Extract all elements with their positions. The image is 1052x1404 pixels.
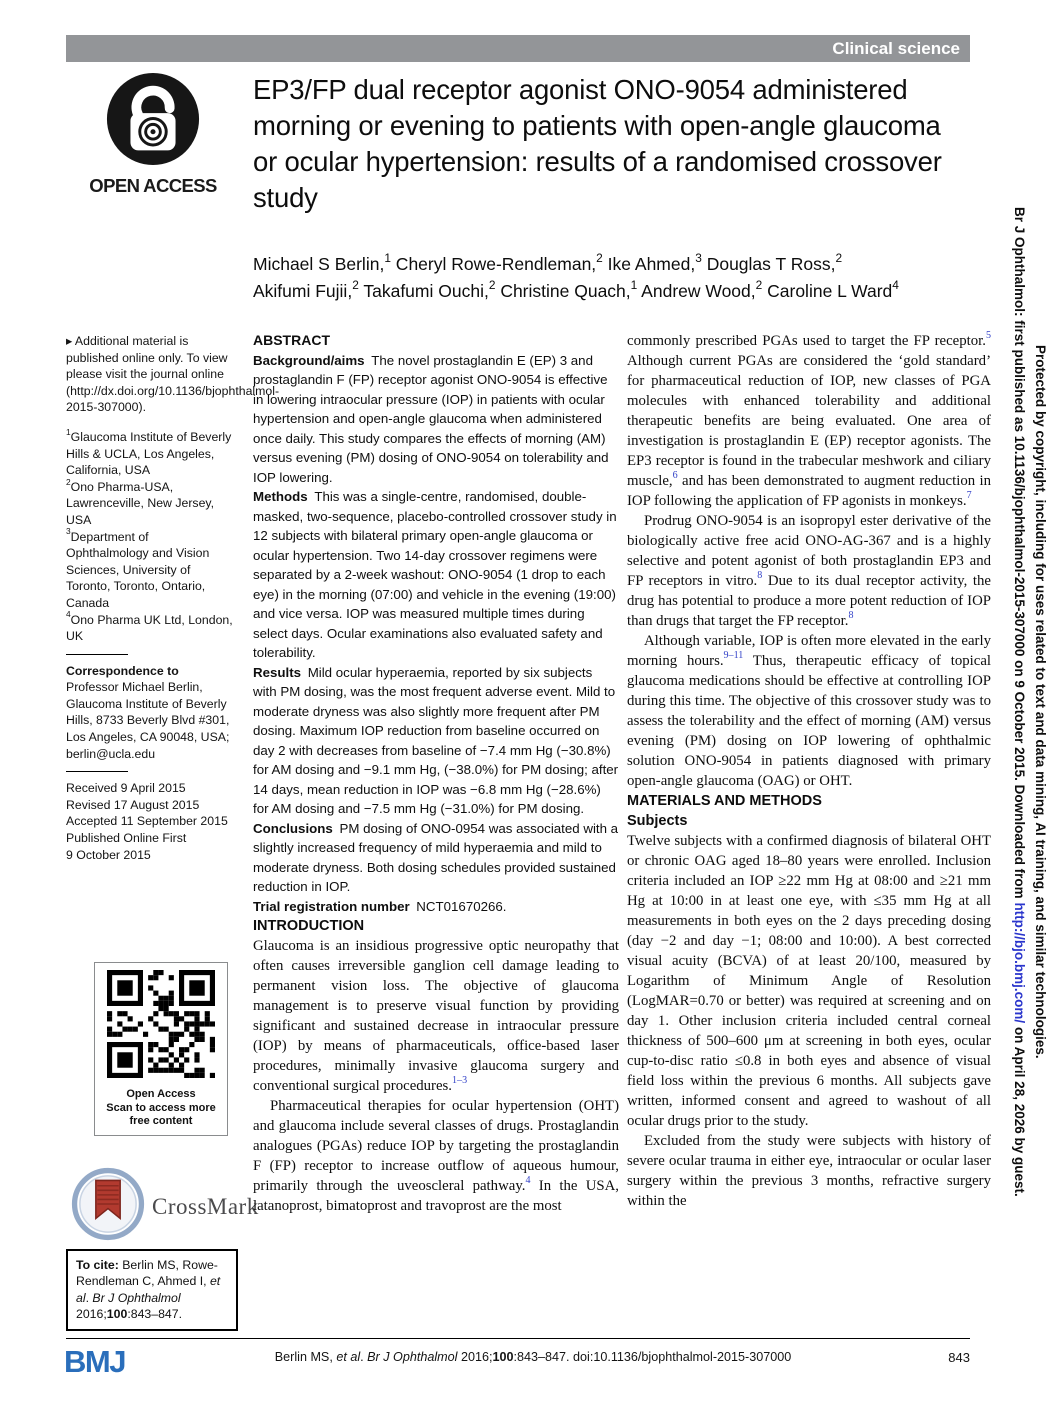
reference-superscript: 1 xyxy=(630,278,638,293)
text-segment: Protected by copyright, including for uses related to text and data mining, AI training, and similar technologies. xyxy=(1033,345,1048,1059)
vertical-copyright-note xyxy=(1009,0,1051,1404)
text-segment: Methods xyxy=(253,489,308,504)
sidebar-divider xyxy=(66,654,128,655)
abstract-heading: ABSTRACT xyxy=(253,332,330,348)
reference-superscript: 2 xyxy=(755,278,763,293)
text-segment: PM dosing of ONO-0954 was associated with a slightly increased frequency of mild hyperaemia and mild to moderate dryness. Both dosing schedules provided sustained reduction in IOP. xyxy=(253,820,619,894)
bmj-logo: BMJ xyxy=(64,1344,125,1379)
crossmark-icon xyxy=(70,1166,146,1247)
text-segment: on April 28, 2026 by guest. xyxy=(1012,1023,1027,1197)
introduction-section xyxy=(253,916,619,1216)
text-segment: Caroline L Ward xyxy=(762,281,893,301)
reference-superscript: 6 xyxy=(672,470,678,482)
open-padlock-icon xyxy=(104,155,202,172)
text-segment: Mild ocular hyperaemia, reported by six subjects with PM dosing, was the most frequent adverse event. Mild to moderate dryness was also slightly more frequent after PM dosing. Maximum IOP reduction from baseline occurred on day 2 with decreases from baseline of −7.4 mm Hg (−30.8%) for AM dosing and −9.1 mm Hg, (−38.0%) for PM dosing; after 14 days, mean reduction in IOP was −6.8 mm Hg (−28.6%) for AM dosing and −7.5 mm Hg (−31.0%) for PM dosing. xyxy=(253,664,619,816)
text-segment: This was a single-centre, randomised, double-masked, two-sequence, placebo-controlled crossover study in 12 subjects with bilateral primary open-angle glaucoma or ocular hypertension. Two 14-day crossover regimens were separated by a 2-week washout: ONO-9054 (1 drop to each eye) in the morning (07:00) and vehicle in the evening (19:00) and vice versa. IOP was measured multiple times during select days. Ocular examinations also evaluated safety and tolerability. xyxy=(253,489,617,660)
introduction-heading: INTRODUCTION xyxy=(253,918,365,934)
text-segment: Ike Ahmed, xyxy=(602,254,696,274)
abstract-trial-registration xyxy=(253,897,619,917)
reference-superscript: 4 xyxy=(66,609,71,620)
text-segment: Due to its dual receptor activity, the drug has potential to produce a more potent reduction of IOP than drugs that target the FP receptor. xyxy=(627,573,992,629)
reference-superscript: 7 xyxy=(966,490,972,502)
reference-superscript: 5 xyxy=(985,330,991,342)
text-segment: The novel prostaglandin E (EP) 3 and prostaglandin F (FP) receptor agonist ONO-9054 is effective in lowering intraocular pressure (IOP) in patients with ocular hypertension and open-angle glaucoma when administered once daily. This study compares the effects of morning (AM) versus evening (PM) dosing of ONO-9054 on tolerability and IOP lowering. xyxy=(253,352,609,485)
to-cite-text xyxy=(76,1258,220,1321)
text-segment: Excluded from the study were subjects with history of severe ocular trauma in either eye, intraocular or ocular laser surgery within the previous 3 months, refractive surgery within the xyxy=(627,1133,991,1209)
text-segment: Br J Ophthalmol xyxy=(92,1290,181,1305)
history-published-line1: Published Online First xyxy=(66,831,187,846)
reference-superscript: 1–3 xyxy=(452,1075,468,1087)
inline-link[interactable]: http://bjo.bmj.com/ xyxy=(1012,902,1027,1024)
text-segment: :843–847. xyxy=(127,1307,183,1322)
reference-superscript: 9–11 xyxy=(723,650,744,662)
section-banner xyxy=(66,35,970,62)
open-access-block xyxy=(84,70,222,197)
text-segment: Conclusions xyxy=(253,820,333,836)
text-segment: Douglas T Ross, xyxy=(701,254,836,274)
reference-superscript: 2 xyxy=(66,476,71,487)
reference-superscript: 1 xyxy=(384,251,391,266)
vertical-note-line2 xyxy=(1030,0,1051,1404)
text-segment: Ono Pharma UK Ltd, London, UK xyxy=(66,612,233,644)
text-segment: 100 xyxy=(106,1307,128,1322)
reference-superscript: 2 xyxy=(596,251,603,266)
text-segment: Ono Pharma-USA, Lawrenceville, New Jersey, USA xyxy=(66,479,215,527)
qr-caption-line2: Scan to access more free content xyxy=(106,1101,216,1127)
text-segment: . xyxy=(85,1290,93,1305)
qr-caption-line1: Open Access xyxy=(126,1088,196,1100)
text-segment: Berlin MS, Rowe-Rendleman C, Ahmed I, xyxy=(76,1258,218,1289)
reference-superscript: 4 xyxy=(525,1175,531,1187)
text-segment: et al xyxy=(76,1274,221,1305)
section-banner-label: Clinical science xyxy=(832,38,960,58)
body-paragraph-continuation xyxy=(627,331,991,511)
materials-methods-heading: MATERIALS AND METHODS xyxy=(627,793,822,809)
history-received: Received 9 April 2015 xyxy=(66,781,186,796)
vertical-note-line1 xyxy=(1009,0,1030,1404)
text-segment: Twelve subjects with a confirmed diagnosis of bilateral OHT or chronic OAG aged 18–80 years were enrolled. Inclusion criteria included an IOP ≥22 mm Hg at 08:00 and ≥21 mm Hg at 10:00 in at least one eye, with ≤35 mm Hg at all measurements in both eyes on the 2 days preceding dosing (day −2 and day −1; 08:00 and 10:00). A best corrected visual acuity (BCVA) of at least 20/100, measured by Logarithm of Minimum Angle of Resolution (LogMAR=0.70 or better) was required at screening and on day 1. Other inclusion criteria included central corneal thickness of 500–600 μm at screening in both eyes, ocular cup-to-disc ratio ≤0.8 in both eyes and absence of visual field loss within the previous 6 months. All subjects gave written, informed consent and agreed to washout of all ocular drugs prior to the study. xyxy=(627,833,991,1129)
qr-code-box xyxy=(94,962,228,1136)
subjects-paragraph-1 xyxy=(627,831,991,1131)
text-segment: Department of Ophthalmology and Vision Sciences, University of Toronto, Toronto, Ontario, Canada xyxy=(66,529,210,610)
abstract-results xyxy=(253,663,619,819)
text-segment: Background/aims xyxy=(253,352,365,368)
text-segment: and has been demonstrated to augment reduction in IOP following the application of FP agonists in monkeys. xyxy=(627,473,991,509)
additional-material-note: ▸ Additional material is published online only. To view please visit the journal online (http://dx.doi.org/10.1136/bjophthalmol-2015-307000). xyxy=(66,334,280,415)
reference-superscript: 2 xyxy=(488,278,496,293)
sidebar-divider xyxy=(66,771,128,772)
author-list xyxy=(253,251,993,305)
text-segment: Although current PGAs are considered the ‘gold standard’ for pharmaceutical reduction of IOP, new classes of PGA molecules with enhanced tolerability and additional therapeutic benefits are being evaluated. One area of investigation is prostaglandin E (EP) receptor agonists. The EP3 receptor is found in the trabecular meshwork and ciliary muscle, xyxy=(627,353,991,489)
text-segment: Glaucoma is an insidious progressive optic neuropathy that often causes irreversible ganglion cell damage leading to permanent vision loss. The objective of glaucoma management is to preserve visual function by providing significant and sustained decrease in intraocular pressure (IOP) by means of pharmaceuticals, office-based laser procedures, minimally invasive glaucoma surgery and conventional surgical procedures. xyxy=(253,938,619,1094)
text-segment: Christine Quach, xyxy=(495,281,631,301)
text-segment: Thus, therapeutic efficacy of topical glaucoma medications should be effective at controlling IOP during this time. The objective of this crossover study was to assess the tolerability and the effect of morning (AM) versus evening (PM) dosing on IOP lowering of ophthalmic solution ONO-9054 in patients diagnosed with primary open-angle glaucoma (OAG) or OHT. xyxy=(627,653,991,789)
text-segment: Results xyxy=(253,664,302,680)
text-segment: commonly prescribed PGAs used to target the FP receptor. xyxy=(627,333,986,349)
reference-superscript: 8 xyxy=(848,610,854,622)
text-segment: 2016; xyxy=(76,1307,107,1322)
text-segment: Akifumi Fujii, xyxy=(253,281,353,301)
introduction-paragraph-2 xyxy=(253,1096,619,1216)
article-title: EP3/FP dual receptor agonist ONO-9054 administered morning or evening to patients with open-angle glaucoma or ocular hypertension: results of a randomised crossover study xyxy=(253,74,942,213)
affiliation-4 xyxy=(66,609,234,645)
footer-rule xyxy=(66,1338,970,1339)
abstract-column xyxy=(253,331,619,1216)
affiliation-1 xyxy=(66,426,234,479)
reference-superscript: 3 xyxy=(66,526,71,537)
text-segment: Br J Ophthalmol xyxy=(367,1350,458,1364)
text-segment: Cheryl Rowe-Rendleman, xyxy=(390,254,597,274)
subjects-paragraph-2 xyxy=(627,1131,991,1211)
open-access-label: OPEN ACCESS xyxy=(89,175,217,196)
abstract-section xyxy=(253,331,619,916)
text-segment: Br J Ophthalmol: first published as 10.1136/bjophthalmol-2015-307000 on 9 October 2015. Downloaded from xyxy=(1012,207,1027,903)
text-segment: Andrew Wood, xyxy=(637,281,756,301)
reference-superscript: 2 xyxy=(835,251,843,266)
introduction-paragraph-1 xyxy=(253,936,619,1096)
reference-superscript: 1 xyxy=(66,426,71,437)
body-paragraph-variability xyxy=(627,631,991,791)
affiliation-3 xyxy=(66,526,234,612)
footer-citation xyxy=(253,1350,813,1364)
history-revised: Revised 17 August 2015 xyxy=(66,797,200,812)
reference-superscript: 4 xyxy=(892,278,899,293)
reference-superscript: 2 xyxy=(352,278,359,293)
right-column xyxy=(627,331,991,1211)
text-segment: 2016; xyxy=(457,1350,493,1364)
subjects-subheading: Subjects xyxy=(627,813,688,829)
text-segment: Pharmaceutical therapies for ocular hypertension (OHT) and glaucoma include several classes of drugs. Prostaglandin analogues (PGAs) reduce IOP by targeting the prostaglandin F (FP) receptor to increase outflow of aqueous humour, primarily through the uveoscleral pathway. xyxy=(253,1098,619,1194)
text-segment: Although variable, IOP is often more elevated in the early morning hours. xyxy=(627,633,991,669)
qr-code-icon xyxy=(107,970,215,1078)
affiliation-2 xyxy=(66,476,234,529)
crossmark-label: CrossMark xyxy=(152,1193,259,1219)
page-number: 843 xyxy=(948,1350,970,1365)
text-segment: NCT01670266. xyxy=(409,898,507,914)
text-segment: Glaucoma Institute of Beverly Hills & UCLA, Los Angeles, California, USA xyxy=(66,429,232,478)
qr-caption xyxy=(100,1088,222,1129)
text-segment: Prodrug ONO-9054 is an isopropyl ester derivative of the biologically active free acid ONO-AG-367 and is a highly selective and potent agonist of both prostaglandin EP3 and FP receptors in vitro. xyxy=(627,513,991,589)
correspondence-address: Professor Michael Berlin, Glaucoma Institute of Beverly Hills, 8733 Beverly Blvd #301, Los Angeles, CA 90048, USA; berlin@ucla.edu xyxy=(66,680,230,761)
crossmark-badge[interactable] xyxy=(70,1166,259,1247)
author-line-1 xyxy=(253,251,993,278)
reference-superscript: 8 xyxy=(757,570,763,582)
text-segment: Takafumi Ouchi, xyxy=(358,281,489,301)
text-segment: et al xyxy=(336,1350,361,1364)
abstract-methods xyxy=(253,487,619,663)
history-published-line2: 9 October 2015 xyxy=(66,847,151,862)
correspondence-heading: Correspondence to xyxy=(66,663,179,678)
text-segment: To cite: xyxy=(76,1258,123,1272)
abstract-conclusions xyxy=(253,819,619,897)
history-accepted: Accepted 11 September 2015 xyxy=(66,814,228,829)
body-paragraph-prodrug xyxy=(627,511,991,631)
text-segment: Trial registration number xyxy=(253,898,410,914)
text-segment: . xyxy=(360,1350,368,1364)
text-segment: Michael S Berlin, xyxy=(253,254,385,274)
to-cite-box xyxy=(66,1249,238,1331)
text-segment: :843–847. doi:10.1136/bjophthalmol-2015-307000 xyxy=(513,1350,792,1364)
abstract-background xyxy=(253,351,619,488)
text-segment: In the USA, latanoprost, bimatoprost and travoprost are the most xyxy=(253,1178,619,1214)
reference-superscript: 3 xyxy=(695,251,702,266)
text-segment: 100 xyxy=(492,1350,514,1364)
author-line-2 xyxy=(253,278,993,305)
text-segment: Berlin MS, xyxy=(274,1350,337,1364)
